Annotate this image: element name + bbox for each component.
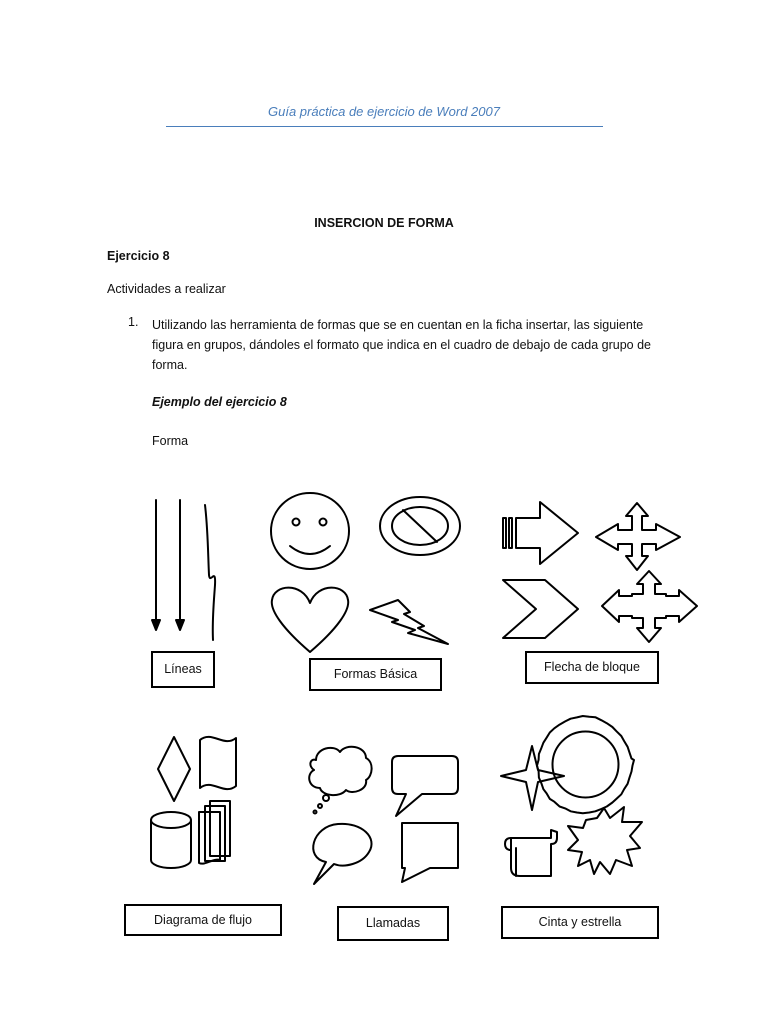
label-cinta-y-estrella: Cinta y estrella: [501, 906, 659, 939]
label-flecha-de-bloque: Flecha de bloque: [525, 651, 659, 684]
freeform-line-icon: [205, 505, 215, 640]
punched-tape-icon: [200, 737, 236, 789]
page-header-title: Guía práctica de ejercicio de Word 2007: [268, 104, 500, 119]
no-symbol-icon: [380, 497, 460, 555]
instruction-text: Utilizando las herramienta de formas que se en cuentan en la ficha insertar, las siguiente figura en grupos, dándoles el formato que indica en el cuadro de debajo de cada grupo de forma.: [152, 318, 651, 372]
smiley-face-icon: [271, 493, 349, 569]
arrow-line-icon: [152, 500, 160, 630]
label-llamadas: Llamadas: [337, 906, 449, 941]
multi-document-icon: [199, 801, 230, 864]
chevron-icon: [503, 580, 578, 638]
cylinder-icon: [151, 812, 191, 868]
label-diagrama-de-flujo: Diagrama de flujo: [124, 904, 282, 936]
decision-diamond-icon: [158, 737, 190, 801]
section-title: INSERCION DE FORMA: [314, 216, 454, 230]
forma-label: Forma: [152, 434, 189, 448]
instruction-number: 1.: [128, 315, 139, 329]
arrow-line-icon: [176, 500, 184, 630]
lightning-bolt-icon: [370, 600, 448, 644]
striped-right-arrow-icon: [503, 502, 578, 564]
rect-callout-icon: [402, 823, 458, 882]
label-formas-basica: Formas Básica: [309, 658, 442, 691]
activities-label: Actividades a realizar: [107, 282, 226, 296]
explosion-icon: [568, 807, 642, 874]
scroll-icon: [505, 830, 557, 876]
exercise-label: Ejercicio 8: [107, 249, 170, 263]
four-way-arrow-icon: [596, 503, 680, 570]
rounded-rect-callout-icon: [392, 756, 458, 816]
label-lineas: Líneas: [151, 651, 215, 688]
heart-icon: [272, 588, 348, 652]
example-label: Ejemplo del ejercicio 8: [152, 395, 287, 409]
cloud-callout-icon: [309, 747, 371, 814]
oval-callout-icon: [313, 824, 371, 884]
four-way-arrow-callout-icon: [602, 571, 697, 642]
thirty-two-point-star-icon: [537, 716, 634, 813]
